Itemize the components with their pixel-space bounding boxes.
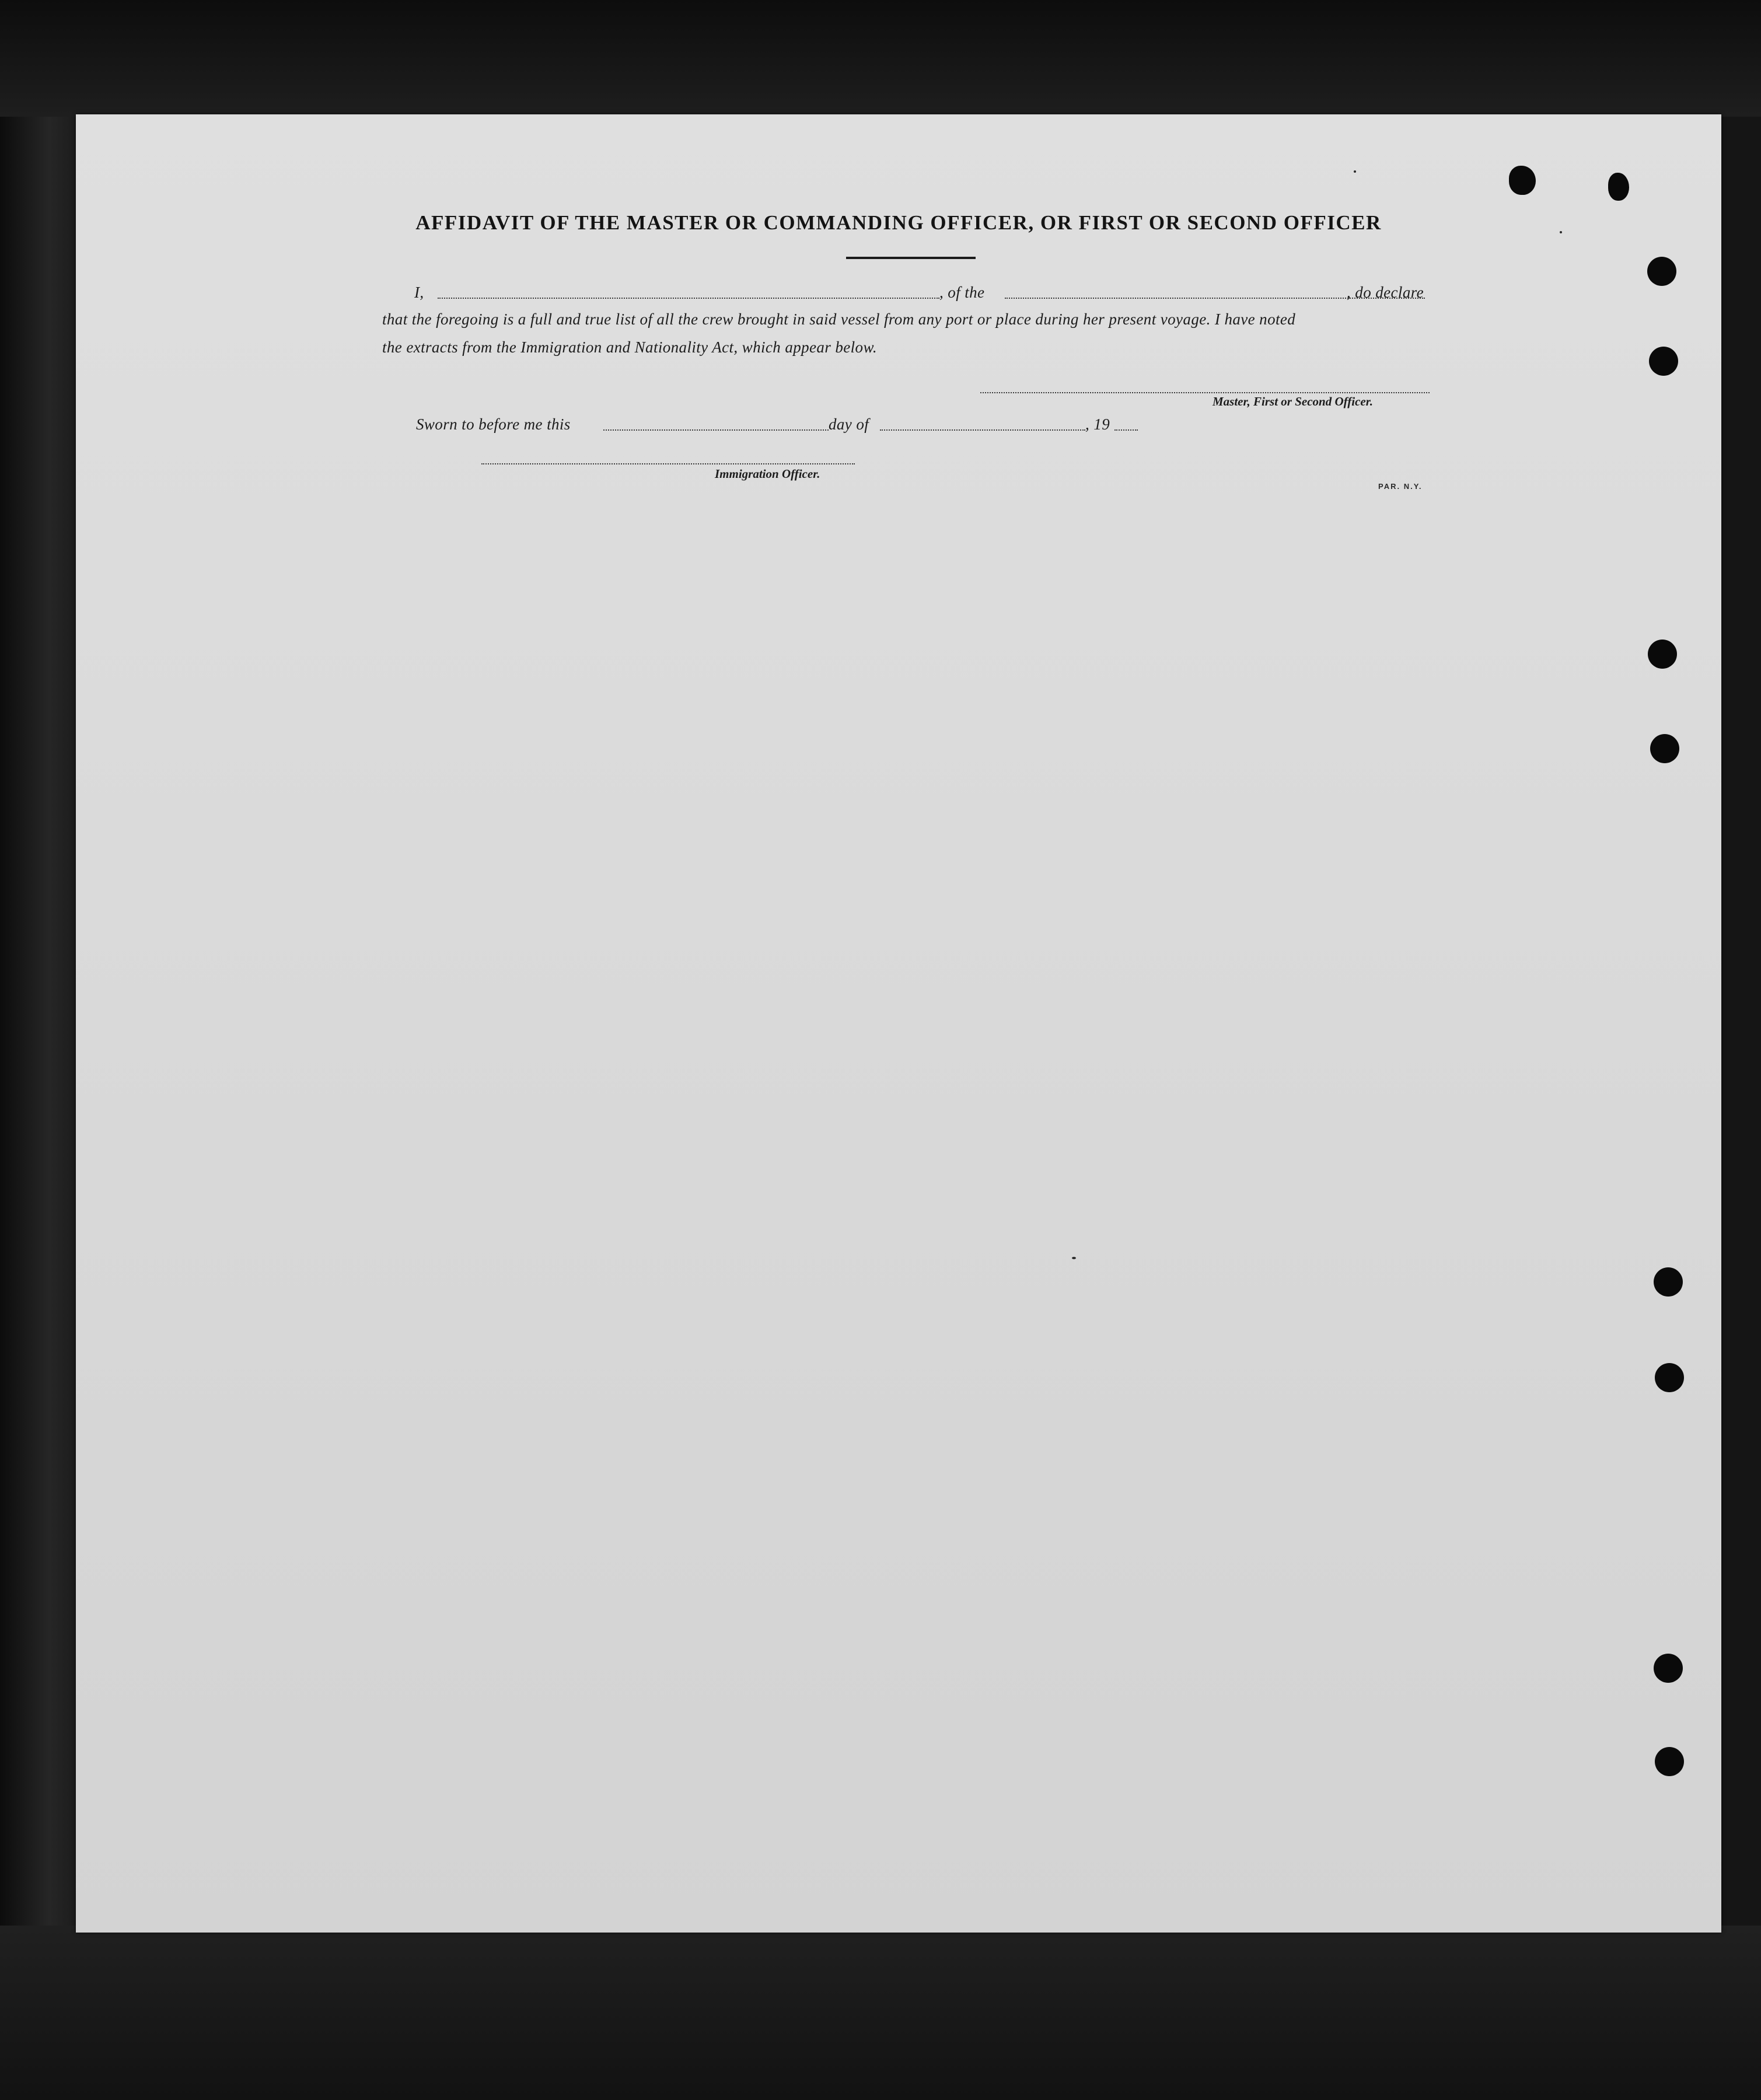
statement-line-2: the extracts from the Immigration and Nationality Act, which appear below. <box>382 338 878 356</box>
punch-hole <box>1655 1747 1684 1776</box>
scan-border-left <box>0 0 82 2100</box>
officer-signature-field[interactable] <box>481 463 855 464</box>
scan-speck <box>1560 231 1562 233</box>
sworn-year-field[interactable] <box>1114 429 1138 431</box>
punch-hole <box>1648 640 1677 669</box>
form-code: PAR. N.Y. <box>1378 482 1423 491</box>
master-signature-label: Master, First or Second Officer. <box>1213 394 1373 408</box>
scan-speck <box>1072 1257 1076 1259</box>
punch-hole <box>1650 734 1679 763</box>
punch-hole <box>1509 166 1536 195</box>
master-signature-field[interactable] <box>980 392 1430 393</box>
document-page <box>76 114 1721 1933</box>
sworn-label: Sworn to before me this <box>416 415 571 433</box>
i-label: I, <box>414 284 424 301</box>
affidavit-title: AFFIDAVIT OF THE MASTER OR COMMANDING OFFICER, OR FIRST OR SECOND OFFICER <box>415 211 1382 234</box>
punch-hole <box>1608 173 1629 201</box>
statement-line-1: that the foregoing is a full and true list of all the crew brought in said vessel from any port or place during her present voyage. I have noted <box>382 310 1296 328</box>
punch-hole <box>1654 1267 1683 1297</box>
day-of-label: day of <box>829 415 869 433</box>
declarant-name-field[interactable] <box>438 298 939 299</box>
year-label: , 19 <box>1085 415 1110 433</box>
title-underline <box>846 257 976 259</box>
scan-border-top <box>0 0 1761 117</box>
punch-hole <box>1655 1363 1684 1392</box>
punch-hole <box>1647 257 1676 286</box>
scan-speck <box>1354 170 1356 173</box>
do-declare-label: , do declare <box>1347 284 1424 301</box>
sworn-day-field[interactable] <box>603 429 829 431</box>
sworn-month-field[interactable] <box>880 429 1085 431</box>
punch-hole <box>1649 347 1678 376</box>
of-the-label: , of the <box>939 284 985 301</box>
scan-border-bottom <box>0 1926 1761 2100</box>
punch-hole <box>1654 1654 1683 1683</box>
officer-signature-label: Immigration Officer. <box>715 467 820 481</box>
